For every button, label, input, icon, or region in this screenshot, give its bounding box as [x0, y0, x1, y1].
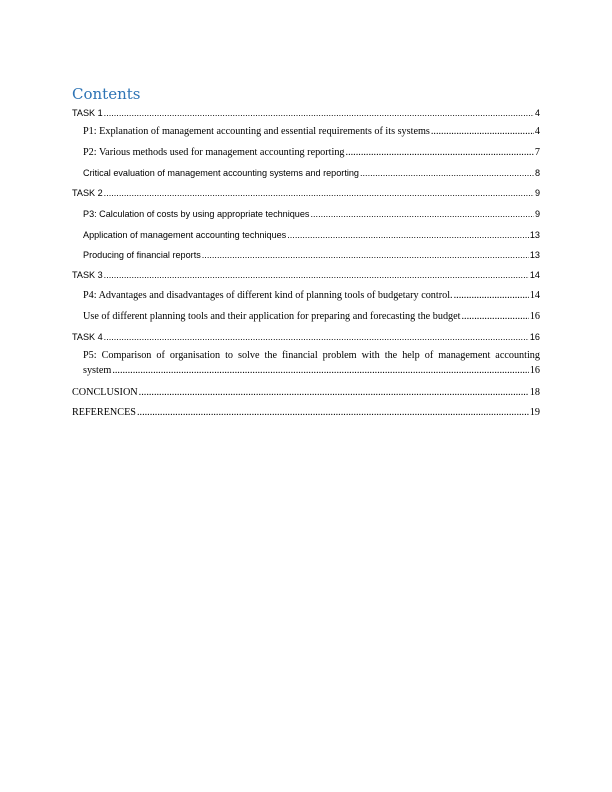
toc-entry-text: P5: Comparison of organisation to solve the financial problem with the help of management accounting	[83, 350, 540, 361]
toc-page-number: 4	[534, 126, 540, 137]
toc-dot-leader	[137, 406, 529, 419]
toc-dot-leader	[139, 386, 529, 399]
toc-entry-task-1[interactable]	[72, 107, 540, 119]
toc-dot-leader	[112, 363, 529, 378]
toc-page-number: 9	[534, 209, 540, 219]
toc-entry-text: P2: Various methods used for management accounting reporting	[83, 147, 345, 158]
toc-page-number: 13	[529, 250, 540, 260]
toc-page-number: 16	[529, 311, 540, 322]
toc-dot-leader	[431, 125, 534, 138]
toc-dot-leader	[346, 146, 534, 159]
toc-entry-text: Application of management accounting techniques	[83, 230, 287, 240]
toc-entry-task-4[interactable]	[72, 331, 540, 343]
toc-entry-text: TASK 4	[72, 332, 103, 342]
toc-entry-task-3[interactable]	[72, 269, 540, 281]
toc-entry-references[interactable]	[72, 406, 540, 419]
toc-entry-text: Use of different planning tools and their application for preparing and forecasting the budget	[83, 311, 461, 322]
toc-entry-conclusion[interactable]	[72, 386, 540, 399]
toc-dot-leader	[454, 289, 529, 302]
toc-dot-leader	[104, 107, 534, 119]
toc-page-number: 16	[529, 365, 540, 376]
toc-entry-p3[interactable]	[83, 208, 540, 220]
toc-entry-text: P1: Explanation of management accounting and essential requirements of its systems	[83, 126, 430, 137]
toc-entry-continuation	[83, 363, 540, 378]
toc-page-number: 7	[534, 147, 540, 158]
toc-page-number: 9	[534, 188, 540, 198]
toc-page-number: 18	[529, 387, 540, 398]
toc-entry-text-cont: system	[83, 365, 112, 376]
toc-page-number: 13	[529, 230, 540, 240]
toc-heading: Contents	[72, 85, 141, 103]
toc-entry-critical-evaluation[interactable]	[83, 167, 540, 179]
toc-page-number: 19	[529, 407, 540, 418]
toc-entry-p5[interactable]	[83, 348, 540, 378]
toc-entry-task-2[interactable]	[72, 187, 540, 199]
toc-dot-leader	[104, 269, 529, 281]
toc-entry-p2[interactable]	[83, 146, 540, 159]
toc-entry-text: TASK 2	[72, 188, 103, 198]
toc-dot-leader	[360, 167, 534, 179]
toc-dot-leader	[104, 187, 534, 199]
toc-entry-application[interactable]	[83, 229, 540, 241]
toc-entry-text: CONCLUSION	[72, 387, 138, 398]
toc-page-number: 8	[534, 168, 540, 178]
toc-entry-text: Producing of financial reports	[83, 250, 201, 260]
toc-dot-leader	[104, 331, 529, 343]
toc-dot-leader	[310, 208, 533, 220]
toc-entry-financial-reports[interactable]	[83, 249, 540, 261]
toc-page-number: 14	[529, 290, 540, 301]
toc-entry-p4[interactable]	[83, 289, 540, 302]
toc-dot-leader	[287, 229, 529, 241]
toc-entry-text: Critical evaluation of management accounting systems and reporting	[83, 168, 359, 178]
toc-entry-p1[interactable]	[83, 125, 540, 138]
toc-entry-text: P4: Advantages and disadvantages of different kind of planning tools of budgetary control.	[83, 290, 453, 301]
toc-page-number: 4	[534, 108, 540, 118]
toc-page-number: 14	[529, 270, 540, 280]
toc-dot-leader	[202, 249, 529, 261]
toc-entry-text: P3: Calculation of costs by using appropriate techniques	[83, 209, 310, 219]
toc-entry-text: TASK 1	[72, 108, 103, 118]
toc-page-number: 16	[529, 332, 540, 342]
toc-entry-text: TASK 3	[72, 270, 103, 280]
toc-entry-text: REFERENCES	[72, 407, 136, 418]
toc-entry-planning-tools[interactable]	[83, 310, 540, 323]
toc-dot-leader	[461, 310, 528, 323]
